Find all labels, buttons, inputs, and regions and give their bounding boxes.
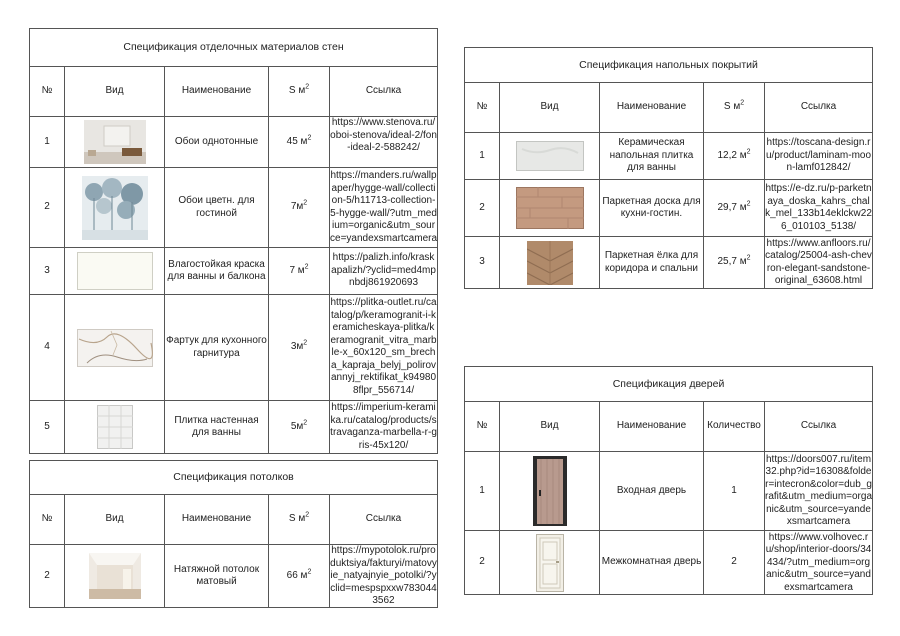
- ceilings-spec-table: [29, 460, 438, 608]
- material-area: $5м^2$: [269, 401, 330, 454]
- parquet-board-image: [516, 187, 584, 229]
- header-view: Вид: [65, 67, 165, 117]
- material-area: $3м^2$: [269, 295, 330, 401]
- material-name: Паркетная доска для кухни-гостин.: [600, 180, 704, 237]
- doors-spec-table: [464, 366, 873, 595]
- material-image: [65, 401, 165, 454]
- herringbone-parquet-image: [527, 241, 573, 285]
- row-num: 2: [30, 545, 65, 608]
- material-name: Обои однотонные: [165, 117, 269, 168]
- walls-title: Спецификация отделочных материалов стен: [30, 29, 438, 67]
- header-link: Ссылка: [330, 67, 438, 117]
- material-area: 66 $м^2$: [269, 545, 330, 608]
- material-name: Обои цветн. для гостиной: [165, 168, 269, 248]
- door-link[interactable]: https://doors007.ru/item32.php?id=16308&folder=intecron&color=dub_grafit&utm_medium=organic&utm_source=yandexsmartcamera: [765, 452, 873, 531]
- table-row: [465, 133, 873, 180]
- material-name: Фартук для кухонного гарнитура: [165, 295, 269, 401]
- row-num: 4: [30, 295, 65, 401]
- material-link[interactable]: https://imperium-keramika.ru/catalog/products/stravaganza-marbella-r-gris-45x120/: [330, 401, 438, 454]
- header-link: Ссылка: [765, 83, 873, 133]
- entrance-door-image: [533, 456, 567, 526]
- material-link[interactable]: https://www.stenova.ru/oboi-stenova/ideal-2/fon-ideal-2-588242/: [330, 117, 438, 168]
- material-name: Натяжной потолок матовый: [165, 545, 269, 608]
- ceilings-title: Спецификация потолков: [30, 461, 438, 495]
- header-num: №: [465, 83, 500, 133]
- floral-wallpaper-image: [82, 176, 148, 240]
- row-num: 5: [30, 401, 65, 454]
- doors-title: Спецификация дверей: [465, 367, 873, 402]
- door-image: [500, 452, 600, 531]
- row-num: 1: [465, 452, 500, 531]
- material-link[interactable]: https://manders.ru/wallpaper/hygge-wall/collection-5/h11713-collection-5-hygge-wall/?utm_medium=organic&utm_source=yandexsmartcamera: [330, 168, 438, 248]
- material-link[interactable]: https://toscana-design.ru/product/laminam-moon-lamf012842/: [765, 133, 873, 180]
- material-name: Паркетная ёлка для коридора и спальни: [600, 237, 704, 289]
- material-area: 29,7 $м^2$: [704, 180, 765, 237]
- table-row: [465, 180, 873, 237]
- header-view: Вид: [500, 402, 600, 452]
- material-image: [65, 248, 165, 295]
- row-num: 2: [30, 168, 65, 248]
- ceiling-image: [89, 553, 141, 599]
- material-area: 7 $м^2$: [269, 248, 330, 295]
- table-row: [30, 295, 438, 401]
- row-num: 1: [465, 133, 500, 180]
- material-name: Влагостойкая краска для ванны и балкона: [165, 248, 269, 295]
- material-link[interactable]: https://palizh.info/kraskapalizh/?yclid=med4mpnbdj861920693: [330, 248, 438, 295]
- table-row: [30, 248, 438, 295]
- header-num: №: [30, 67, 65, 117]
- material-area: $7м^2$: [269, 168, 330, 248]
- row-num: 2: [465, 531, 500, 595]
- material-image: [500, 237, 600, 289]
- door-qty: 2: [704, 531, 765, 595]
- row-num: 2: [465, 180, 500, 237]
- table-row: [30, 117, 438, 168]
- material-image: [500, 180, 600, 237]
- material-link[interactable]: https://www.anfloors.ru/catalog/25004-ash-chevron-elegant-sandstone-original_63608.html: [765, 237, 873, 289]
- floors-spec-table: [464, 47, 873, 289]
- header-qty: Количество: [704, 402, 765, 452]
- material-link[interactable]: https://mypotolok.ru/produktsiya/fakturyi/matovyie_natyajnyie_potolki/?yclid=mespspxxw7830443562: [330, 545, 437, 606]
- material-area: 25,7 $м^2$: [704, 237, 765, 289]
- header-name: Наименование: [165, 67, 269, 117]
- ceramic-tile-image: [516, 141, 584, 171]
- header-link: Ссылка: [765, 402, 873, 452]
- header-name: Наименование: [600, 402, 704, 452]
- wall-tile-image: [97, 405, 133, 449]
- header-area: S $м^2$: [269, 67, 330, 117]
- paint-swatch-image: [77, 252, 153, 290]
- header-view: Вид: [500, 83, 600, 133]
- material-image: [500, 133, 600, 180]
- header-name: Наименование: [165, 495, 269, 545]
- door-name: Входная дверь: [600, 452, 704, 531]
- walls-spec-table: [29, 28, 438, 454]
- material-image: [65, 545, 165, 608]
- table-row: [30, 401, 438, 454]
- header-name: Наименование: [600, 83, 704, 133]
- material-area: 45 $м^2$: [269, 117, 330, 168]
- row-num: 1: [30, 117, 65, 168]
- material-image: [65, 117, 165, 168]
- door-qty: 1: [704, 452, 765, 531]
- door-image: [500, 531, 600, 595]
- plain-wallpaper-image: [84, 120, 146, 164]
- row-num: 3: [465, 237, 500, 289]
- interior-door-image: [536, 534, 564, 592]
- header-view: Вид: [65, 495, 165, 545]
- marble-tile-image: [77, 329, 153, 367]
- row-num: 3: [30, 248, 65, 295]
- material-image: [65, 295, 165, 401]
- header-num: №: [30, 495, 65, 545]
- material-name: Плитка настенная для ванны: [165, 401, 269, 454]
- door-name: Межкомнатная дверь: [600, 531, 704, 595]
- table-row: [30, 168, 438, 248]
- door-link[interactable]: https://www.volhovec.ru/shop/interior-doors/34434/?utm_medium=organic&utm_source=yandexsmartcamera: [765, 531, 872, 593]
- material-name: Керамическая напольная плитка для ванны: [600, 133, 704, 180]
- material-area: 12,2 $м^2$: [704, 133, 765, 180]
- header-area: S $м^2$: [269, 495, 330, 545]
- material-link[interactable]: https://e-dz.ru/p-parketnaya_doska_kahrs_chalk_mel_133b14eklckw226_010103_5138/: [765, 180, 873, 237]
- header-num: №: [465, 402, 500, 452]
- header-area: S $м^2$: [704, 83, 765, 133]
- header-link: Ссылка: [330, 495, 438, 545]
- table-row: [465, 531, 873, 595]
- material-image: [65, 168, 165, 248]
- material-link[interactable]: https://plitka-outlet.ru/catalog/p/keramogranit-i-keramicheskaya-plitka/keramogranit_vitra_marble-x_60x120_sm_brecha_kapraja_belyj_polirovannyj_rektifikat_k949808flpr_556714/: [330, 295, 438, 401]
- table-row: [465, 237, 873, 289]
- floors-title: Спецификация напольных покрытий: [465, 48, 873, 83]
- table-row: [465, 452, 873, 531]
- table-row: [30, 545, 438, 608]
